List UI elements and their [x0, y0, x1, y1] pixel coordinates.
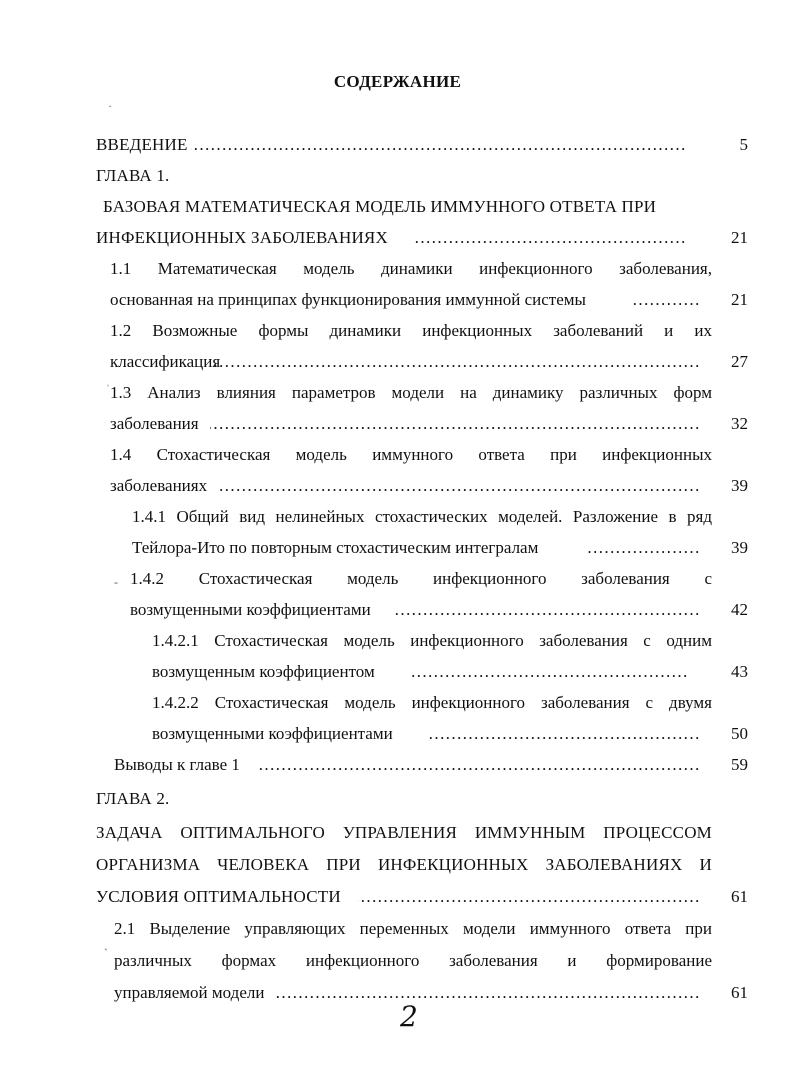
toc-entry-label: 1.4 Стохастическая модель иммунного ответа при инфекционных	[110, 445, 712, 464]
toc-page-number: 39	[731, 538, 748, 557]
toc-entry-1-1-line-2[interactable]	[110, 285, 748, 315]
toc-entry-label: ОРГАНИЗМА ЧЕЛОВЕКА ПРИ ИНФЕКЦИОННЫХ ЗАБОЛЕВАНИЯХ И	[96, 855, 712, 874]
toc-entry-1-4-2-2-line-1[interactable]	[152, 688, 712, 718]
toc-entry-1-3-line-2[interactable]	[110, 409, 748, 439]
toc-page-number: 61	[731, 983, 748, 1002]
dot-leader	[276, 978, 700, 1008]
chapter-label: ГЛАВА 2.	[96, 789, 170, 808]
scan-speck: ˏ	[104, 937, 108, 951]
toc-page-number: 5	[739, 135, 748, 154]
chapter-label: ГЛАВА 1.	[96, 166, 170, 185]
toc-entry-1-2-line-1[interactable]	[110, 316, 712, 346]
toc-entry-label: 1.4.2.2 Стохастическая модель инфекционного заболевания с двумя	[152, 693, 712, 712]
toc-entry-label: ИНФЕКЦИОННЫХ ЗАБОЛЕВАНИЯХ	[96, 228, 388, 247]
toc-entry-label: БАЗОВАЯ МАТЕМАТИЧЕСКАЯ МОДЕЛЬ ИММУННОГО ОТВЕТА ПРИ	[103, 197, 657, 216]
toc-entry-label: Тейлора-Ито по повторным стохастическим интегралам	[132, 538, 539, 557]
toc-entry-label: возмущенными коэффициентами	[130, 600, 371, 619]
toc-entry-label: основанная на принципах функционирования иммунной системы	[110, 290, 586, 309]
toc-entry-chapter-1-line-1[interactable]	[103, 192, 698, 222]
toc-entry-label: 1.4.2.1 Стохастическая модель инфекционного заболевания с одним	[152, 631, 712, 650]
handwritten-page-number: 2	[400, 1000, 418, 1033]
dot-leader	[395, 595, 700, 625]
toc-page-number: 27	[731, 352, 748, 371]
dot-leader	[633, 285, 700, 315]
dot-leader	[414, 223, 686, 253]
dot-leader	[427, 719, 700, 749]
toc-entry-2-1-line-3[interactable]	[114, 978, 748, 1008]
toc-entry-chapter-1-conclusions[interactable]	[114, 750, 748, 780]
toc-page-number: 61	[731, 887, 748, 906]
chapter-2-heading	[96, 784, 296, 814]
toc-entry-label: 1.2 Возможные формы динамики инфекционных заболеваний и их	[110, 321, 712, 340]
toc-page-number: 42	[731, 600, 748, 619]
toc-entry-1-4-line-1[interactable]	[110, 440, 712, 470]
toc-entry-2-1-line-1[interactable]	[114, 914, 712, 944]
chapter-1-heading	[96, 161, 296, 191]
dot-leader	[587, 533, 700, 563]
toc-entry-label: различных формах инфекционного заболевания и формирование	[114, 951, 712, 970]
toc-entry-1-2-line-2[interactable]	[110, 347, 748, 377]
toc-entry-label: заболеваниях	[110, 476, 208, 495]
toc-entry-label: 1.1 Математическая модель динамики инфекционного заболевания,	[110, 259, 712, 278]
toc-page-number: 21	[731, 228, 748, 247]
toc-entry-label: управляемой модели	[114, 983, 265, 1002]
toc-entry-1-4-1-line-1[interactable]	[132, 502, 712, 532]
dot-leader	[358, 882, 700, 912]
toc-entry-label: 1.4.1 Общий вид нелинейных стохастических моделей. Разложение в ряд	[132, 507, 712, 526]
scan-speck: ˈ	[106, 382, 110, 396]
toc-entry-label: ВВЕДЕНИЕ	[96, 135, 188, 154]
toc-entry-1-4-2-1-line-1[interactable]	[152, 626, 712, 656]
toc-page-number: 21	[731, 290, 748, 309]
toc-entry-introduction[interactable]	[96, 130, 748, 160]
toc-page-number: 43	[731, 662, 748, 681]
toc-entry-chapter-2-line-1[interactable]	[96, 818, 712, 848]
toc-entry-label: возмущенными коэффициентами	[152, 724, 393, 743]
toc-entry-2-1-line-2[interactable]	[114, 946, 712, 976]
toc-entry-label: 1.4.2 Стохастическая модель инфекционного заболевания с	[130, 569, 712, 588]
dot-leader	[257, 750, 700, 780]
scan-speck: -	[114, 575, 118, 589]
toc-entry-1-4-2-1-line-2[interactable]	[152, 657, 748, 687]
toc-entry-chapter-1-line-2[interactable]	[96, 223, 748, 253]
page-title: СОДЕРЖАНИЕ	[333, 72, 462, 91]
toc-entry-chapter-2-line-2[interactable]	[96, 850, 712, 880]
toc-entry-1-1-line-1[interactable]	[110, 254, 712, 284]
dot-leader	[191, 130, 686, 160]
toc-page-number: 59	[731, 755, 748, 774]
toc-entry-1-4-2-line-2[interactable]	[130, 595, 748, 625]
toc-entry-1-3-line-1[interactable]	[110, 378, 712, 408]
dot-leader	[210, 409, 700, 439]
toc-entry-1-4-2-2-line-2[interactable]	[152, 719, 748, 749]
toc-entry-label: Выводы к главе 1	[114, 755, 240, 774]
dot-leader	[210, 347, 700, 377]
toc-entry-label: классификация	[110, 352, 221, 371]
toc-page-number: 39	[731, 476, 748, 495]
toc-entry-label: 1.3 Анализ влияния параметров модели на динамику различных форм	[110, 383, 712, 402]
dot-leader	[412, 657, 688, 687]
toc-entry-1-4-line-2[interactable]	[110, 471, 748, 501]
toc-entry-label: ЗАДАЧА ОПТИМАЛЬНОГО УПРАВЛЕНИЯ ИММУННЫМ ПРОЦЕССОМ	[96, 823, 712, 842]
toc-entry-1-4-1-line-2[interactable]	[132, 533, 748, 563]
toc-entry-label: заболевания	[110, 414, 199, 433]
toc-page-number: 50	[731, 724, 748, 743]
toc-entry-label: 2.1 Выделение управляющих переменных модели иммунного ответа при	[114, 919, 712, 938]
toc-page-number: 32	[731, 414, 748, 433]
toc-entry-label: возмущенным коэффициентом	[152, 662, 375, 681]
toc-entry-chapter-2-line-3[interactable]	[96, 882, 748, 912]
scan-speck: ·	[108, 99, 112, 113]
dot-leader	[220, 471, 700, 501]
toc-entry-1-4-2-line-1[interactable]	[130, 564, 712, 594]
toc-entry-label: УСЛОВИЯ ОПТИМАЛЬНОСТИ	[96, 887, 341, 906]
